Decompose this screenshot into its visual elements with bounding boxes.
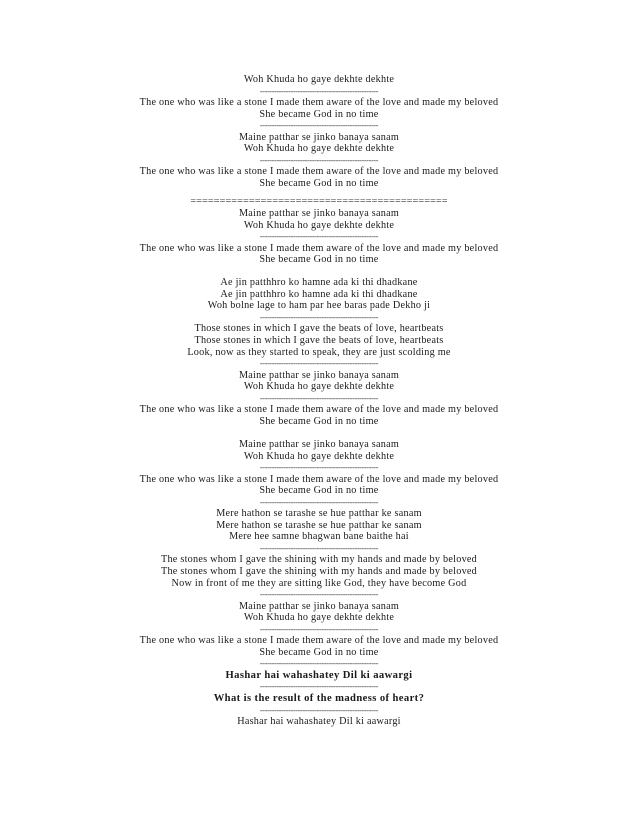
bold-lyric-line: Hashar hai wahashatey Dil ki aawargi [225,669,413,681]
separator-line: -------------------------------------------------- [259,705,379,715]
translation-line: She became God in no time [259,254,379,266]
lyric-line: Hashar hai wahashatey Dil ki aawargi [237,716,401,728]
lyric-line: Woh Khuda ho gaye dekhte dekhte [243,381,395,393]
translation-line: She became God in no time [259,485,379,497]
separator-line: -------------------------------------------------- [259,463,379,473]
translation-line: The one who was like a stone I made them aware of the love and made my beloved [139,97,499,109]
stanza-gap [0,427,638,439]
lyric-line: Maine patthar se jinko banaya sanam [238,131,400,143]
separator-line: -------------------------------------------------- [259,659,379,669]
separator-line: -------------------------------------------------- [259,232,379,242]
stanza-gap [0,189,638,196]
translation-line: She became God in no time [259,646,379,658]
lyric-line: Mere hathon se tarashe se hue patthar ke sanam [216,519,422,531]
separator-line: -------------------------------------------------- [259,682,379,692]
translation-line: She became God in no time [259,415,379,427]
separator-line: -------------------------------------------------- [259,155,379,165]
separator-line: -------------------------------------------------- [259,359,379,369]
bold-translation-line: What is the result of the madness of heart? [213,692,425,704]
lyric-line: Woh Khuda ho gaye dekhte dekhte [243,450,395,462]
translation-line: She became God in no time [259,108,379,120]
separator-line: -------------------------------------------------- [259,393,379,403]
lyric-line: Mere hee samne bhagwan bane baithe hai [229,531,409,543]
lyric-line: Maine patthar se jinko banaya sanam [238,208,400,220]
translation-line: Now in front of me they are sitting like God, they have become God [171,577,467,589]
lyric-line: Woh bolne lage to ham par hee baras pade Dekho ji [207,300,431,312]
translation-line: The one who was like a stone I made them aware of the love and made my beloved [139,473,499,485]
stanza-gap [0,266,638,278]
lyric-line: Woh Khuda ho gaye dekhte dekhte [243,219,395,231]
lyric-line: Maine patthar se jinko banaya sanam [238,600,400,612]
lyric-line: Maine patthar se jinko banaya sanam [238,369,400,381]
separator-line: -------------------------------------------------- [259,312,379,322]
lyric-line: Maine patthar se jinko banaya sanam [238,438,400,450]
separator-line: -------------------------------------------------- [259,86,379,96]
translation-line: The one who was like a stone I made them aware of the love and made my beloved [139,404,499,416]
translation-line: Look, now as they started to speak, they are just scolding me [187,346,451,358]
lyric-line: Ae jin patthhro ko hamne ada ki thi dhadkane [220,288,418,300]
translation-line: The one who was like a stone I made them aware of the love and made my beloved [139,166,499,178]
lyric-line: Woh Khuda ho gaye dekhte dekhte [243,74,395,85]
translation-line: The one who was like a stone I made them aware of the love and made my beloved [139,635,499,647]
translation-line: Those stones in which I gave the beats of love, heartbeats [194,335,444,347]
translation-line: She became God in no time [259,177,379,189]
lyric-line: Ae jin patthhro ko hamne ada ki thi dhadkane [220,277,418,289]
equals-separator: ============================================ [190,196,448,208]
lyric-line: Mere hathon se tarashe se hue patthar ke sanam [216,508,422,520]
lyrics-body [0,74,638,728]
separator-line: -------------------------------------------------- [259,543,379,553]
translation-line: The one who was like a stone I made them aware of the love and made my beloved [139,242,499,254]
translation-line: The stones whom I gave the shining with my hands and made by beloved [160,565,478,577]
separator-line: -------------------------------------------------- [259,590,379,600]
separator-line: -------------------------------------------------- [259,497,379,507]
separator-line: -------------------------------------------------- [259,121,379,131]
translation-line: The stones whom I gave the shining with my hands and made by beloved [160,554,478,566]
translation-line: Those stones in which I gave the beats of love, heartbeats [194,323,444,335]
lyric-line: Woh Khuda ho gaye dekhte dekhte [243,612,395,624]
separator-line: -------------------------------------------------- [259,624,379,634]
lyric-line: Woh Khuda ho gaye dekhte dekhte [243,143,395,155]
